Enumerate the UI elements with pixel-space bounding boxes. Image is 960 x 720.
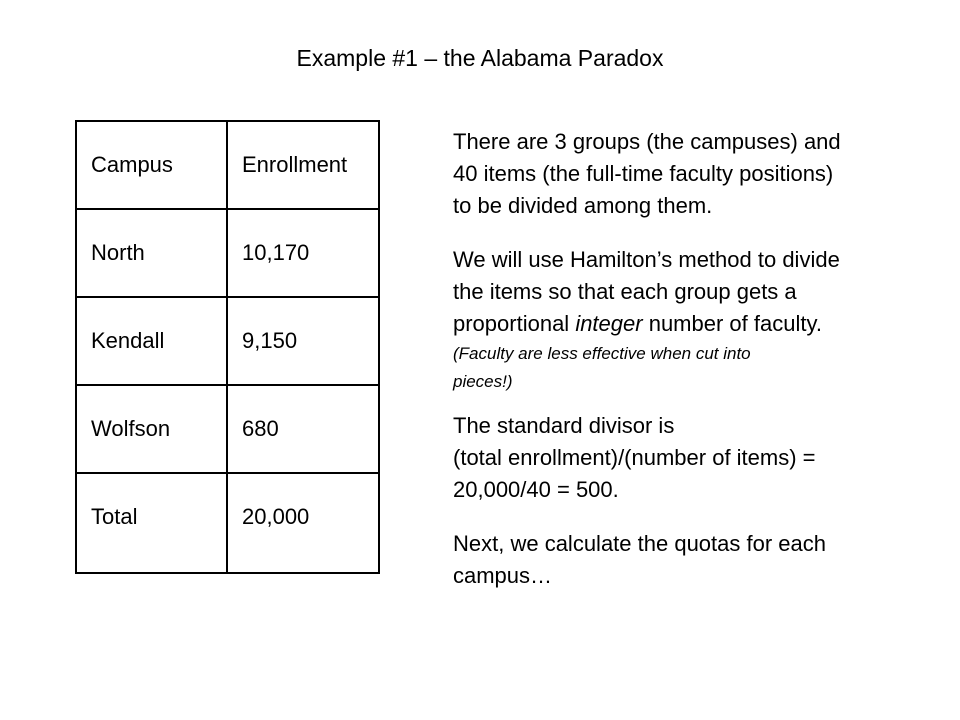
text-line: 20,000/40 = 500. bbox=[453, 477, 619, 502]
header-enrollment: Enrollment bbox=[227, 121, 379, 209]
cell-campus: Wolfson bbox=[76, 385, 227, 473]
note-line: pieces!) bbox=[453, 372, 513, 391]
cell-enrollment: 680 bbox=[227, 385, 379, 473]
paragraph-method bbox=[453, 244, 943, 396]
cell-campus: Kendall bbox=[76, 297, 227, 385]
slide-title: Example #1 – the Alabama Paradox bbox=[296, 45, 664, 71]
paragraph-groups bbox=[453, 126, 943, 222]
note-line: (Faculty are less effective when cut into bbox=[453, 344, 751, 363]
text-fragment: proportional bbox=[453, 311, 576, 336]
text-line: We will use Hamilton’s method to divide bbox=[453, 247, 840, 272]
emphasis-integer: integer bbox=[575, 311, 643, 336]
cell-campus: Total bbox=[76, 473, 227, 573]
text-line: Next, we calculate the quotas for each bbox=[453, 531, 826, 556]
paragraph-spacer bbox=[453, 506, 943, 528]
header-campus: Campus bbox=[76, 121, 227, 209]
paragraph-spacer bbox=[453, 396, 943, 410]
text-fragment: number of faculty. bbox=[642, 311, 822, 336]
text-line: The standard divisor is bbox=[453, 413, 675, 438]
paragraph-spacer bbox=[453, 222, 943, 244]
cell-enrollment: 10,170 bbox=[227, 209, 379, 297]
explanation-text bbox=[453, 126, 943, 592]
enrollment-table bbox=[75, 120, 380, 574]
cell-enrollment: 9,150 bbox=[227, 297, 379, 385]
text-line: the items so that each group gets a bbox=[453, 279, 797, 304]
text-line: campus… bbox=[453, 563, 553, 588]
text-line: There are 3 groups (the campuses) and bbox=[453, 129, 841, 154]
text-line bbox=[453, 308, 943, 340]
cell-enrollment: 20,000 bbox=[227, 473, 379, 573]
table-row bbox=[76, 209, 379, 297]
table-row bbox=[76, 297, 379, 385]
table-header-row bbox=[76, 121, 379, 209]
paragraph-divisor bbox=[453, 410, 943, 506]
text-line: (total enrollment)/(number of items) = bbox=[453, 445, 816, 470]
table-row-total bbox=[76, 473, 379, 573]
paragraph-next bbox=[453, 528, 943, 592]
text-line: 40 items (the full-time faculty positions) bbox=[453, 161, 834, 186]
cell-campus: North bbox=[76, 209, 227, 297]
text-line: to be divided among them. bbox=[453, 193, 713, 218]
table-row bbox=[76, 385, 379, 473]
